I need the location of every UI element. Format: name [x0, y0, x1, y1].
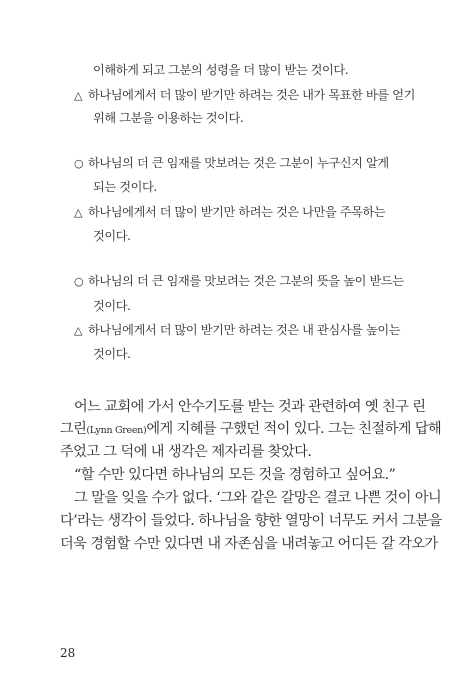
- list-item-text-wrap: [93, 298, 131, 314]
- list-item-text: 하나님에게서 더 많이 받기만 하려는 것은 나만을 주목하는: [88, 205, 386, 219]
- list-item-text: 하나님에게서 더 많이 받기만 하려는 것은 내 관심사를 높이는: [88, 323, 401, 337]
- list-item-triangle: [74, 87, 415, 104]
- list-item-text: 하나님에게서 더 많이 받기만 하려는 것은 내가 목표한 바를 얻기: [88, 88, 415, 102]
- body-paragraph-line: [74, 489, 441, 507]
- list-item-text: 이해하게 되고 그분의 성령을 더 많이 받는 것이다.: [93, 63, 349, 77]
- list-item-triangle: [74, 204, 385, 221]
- list-item-text: 것이다.: [93, 299, 131, 313]
- body-text: 에게 지혜를 구했던 적이 있다. 그는 친절하게 답해: [146, 421, 442, 437]
- body-text-quote: “할 수만 있다면 하나님의 모든 것을 경험하고 싶어요.”: [74, 467, 396, 483]
- triangle-bullet-icon: △: [74, 324, 83, 337]
- triangle-bullet-icon: △: [74, 89, 83, 102]
- body-text-english-name: (Lynn Green): [86, 425, 147, 436]
- body-text: 더욱 경험할 수만 있다면 내 자존심을 내려놓고 어디든 갈 각오가: [60, 536, 438, 552]
- body-paragraph-line: [60, 443, 311, 461]
- list-item-text: 것이다.: [93, 347, 131, 361]
- list-item-text: 위해 그분을 이용하는 것이다.: [93, 111, 244, 125]
- body-text: 그 말을 잊을 수가 없다. ‘그와 같은 갈망은 결코 나쁜 것이 아니: [74, 490, 442, 506]
- list-item-text-wrap: [93, 179, 157, 195]
- circle-bullet-icon: ○: [74, 157, 84, 170]
- page-number: 28: [60, 646, 76, 660]
- list-item-text-wrap: [93, 110, 243, 126]
- list-item-text: 하나님의 더 큰 임재를 맛보려는 것은 그분이 누구신지 알게: [88, 156, 389, 170]
- body-paragraph-line: [74, 466, 395, 484]
- list-item-text: 되는 것이다.: [93, 180, 157, 194]
- body-text: 주었고 그 덕에 내 생각은 제자리를 찾았다.: [60, 444, 312, 460]
- list-item-text: 하나님의 더 큰 임재를 맛보려는 것은 그분의 뜻을 높이 받드는: [88, 274, 404, 288]
- circle-bullet-icon: ○: [74, 275, 84, 288]
- body-paragraph-line: [60, 512, 442, 530]
- body-paragraph-line: [74, 398, 425, 416]
- list-item-circle: [74, 273, 404, 290]
- body-paragraph-line: [60, 535, 438, 553]
- list-item-text: 것이다.: [93, 229, 131, 243]
- list-item-text-wrap: [93, 228, 131, 244]
- triangle-bullet-icon: △: [74, 206, 83, 219]
- body-text: 다’라는 생각이 들었다. 하나님을 향한 열망이 너무도 커서 그분을: [60, 513, 442, 529]
- body-text: 어느 교회에 가서 안수기도를 받는 것과 관련하여 옛 친구 린: [74, 399, 426, 415]
- list-item-continuation: [93, 62, 348, 78]
- list-item-circle: [74, 155, 389, 172]
- body-text: 그린: [60, 421, 87, 437]
- body-paragraph-line: [60, 420, 441, 440]
- list-item-triangle: [74, 322, 400, 339]
- list-item-text-wrap: [93, 346, 131, 362]
